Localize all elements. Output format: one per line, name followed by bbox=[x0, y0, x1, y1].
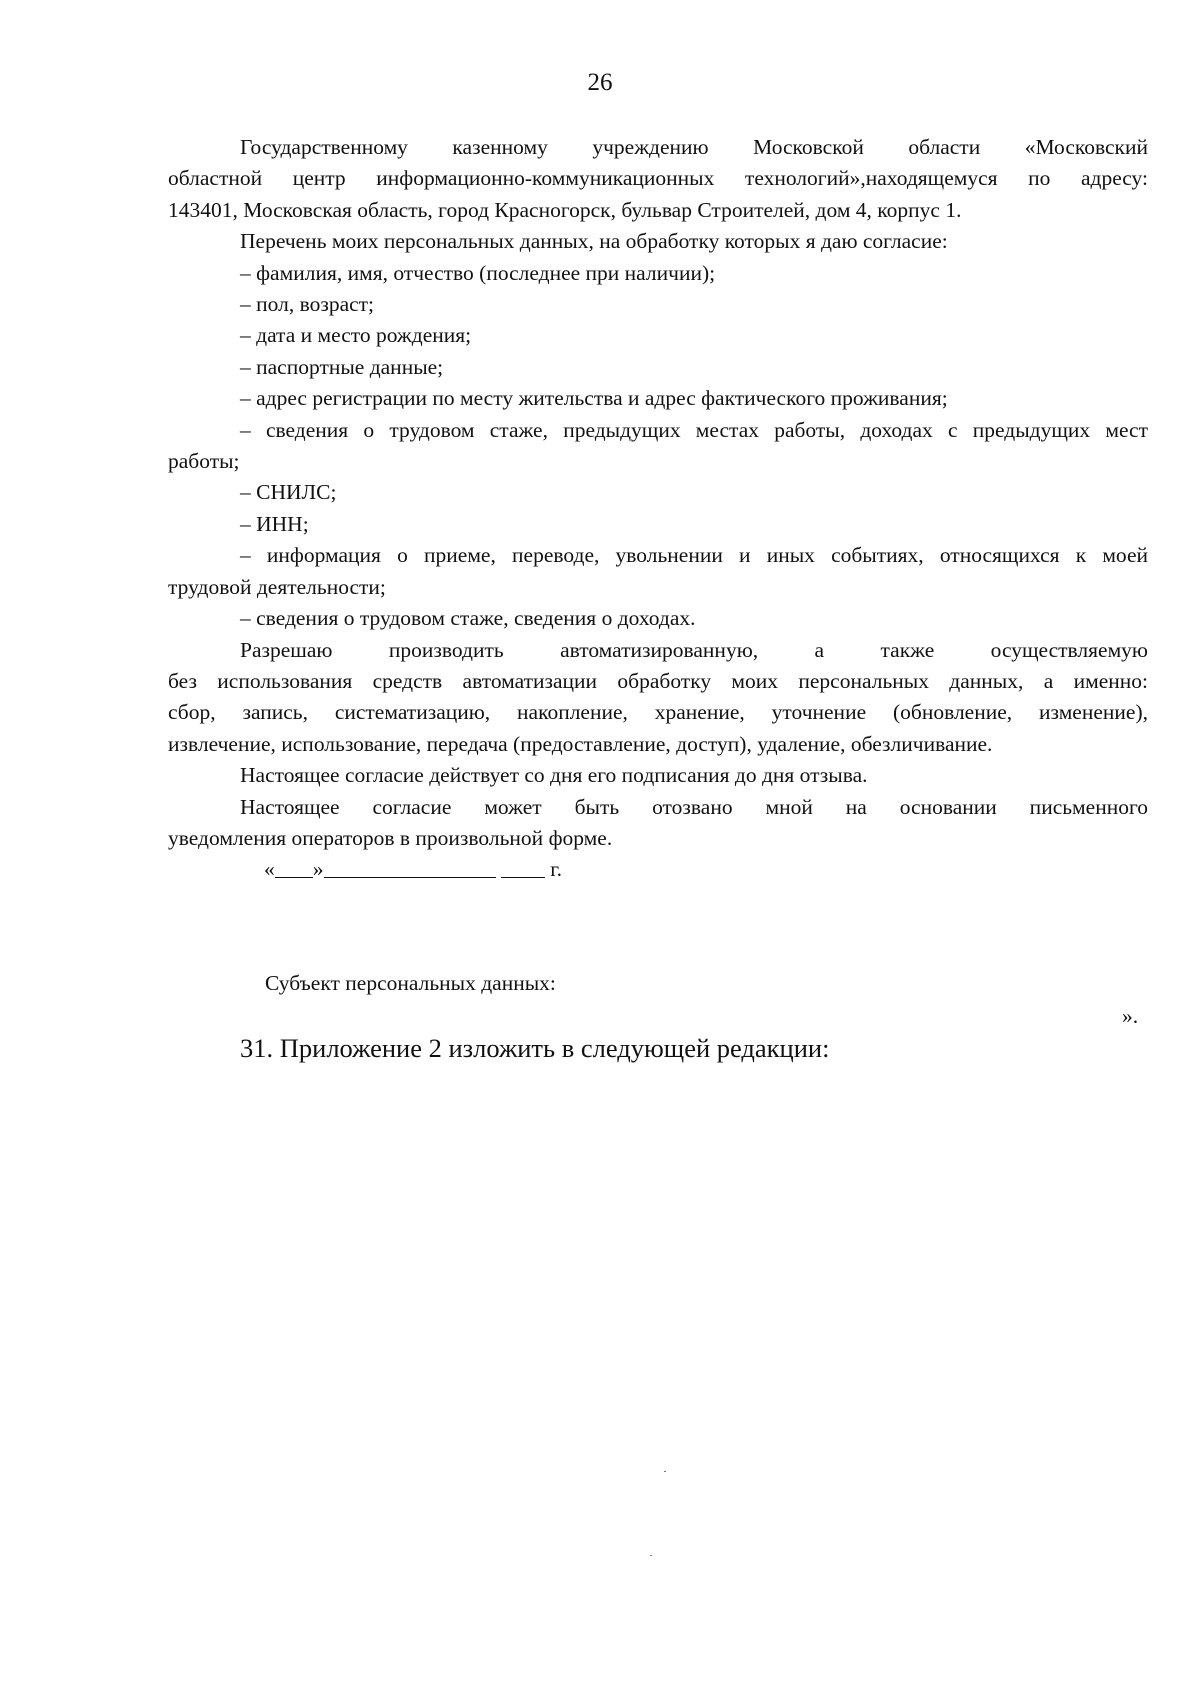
signature-label: Субъект персональных данных: bbox=[265, 971, 556, 995]
date-line bbox=[168, 854, 1148, 885]
list-item: – адрес регистрации по месту жительства и адрес фактического проживания; bbox=[240, 386, 948, 411]
date-open-quote: « bbox=[264, 857, 275, 882]
list-item-work-line-2: работы; bbox=[168, 449, 240, 474]
list-item: – паспортные данные; bbox=[240, 354, 444, 379]
page-number: 26 bbox=[587, 69, 613, 96]
permission-line-3: сбор, запись, систематизацию, накопление, хранение, уточнение (обновление, изменение), bbox=[168, 700, 1148, 725]
intro-line-3: 143401, Московская область, город Красногорск, бульвар Строителей, дом 4, корпус 1. bbox=[168, 197, 962, 222]
scan-speck bbox=[650, 1555, 652, 1556]
scan-speck bbox=[664, 1471, 666, 1472]
permission-line-2: без использования средств автоматизации обработку моих персональных данных, а именно: bbox=[168, 668, 1148, 693]
permission-line-4: извлечение, использование, передача (предоставление, доступ), удаление, обезличивание. bbox=[168, 731, 993, 756]
list-item: – пол, возраст; bbox=[240, 292, 375, 317]
list-item: – дата и место рождения; bbox=[240, 323, 472, 348]
document-body bbox=[168, 132, 1148, 886]
list-item-work-line-1: – сведения о трудовом стаже, предыдущих местах работы, доходах с предыдущих мест bbox=[240, 417, 1148, 442]
validity-statement: Настоящее согласие действует со дня его подписания до дня отзыва. bbox=[240, 763, 868, 788]
date-close-quote: » bbox=[312, 857, 324, 882]
permission-line-1: Разрешаю производить автоматизированную, а также осуществляемую bbox=[240, 637, 1148, 662]
revocation-line-1: Настоящее согласие может быть отозвано мной на основании письменного bbox=[240, 794, 1148, 819]
list-item-events-line-1: – информация о приеме, переводе, увольнении и иных событиях, относящихся к моей bbox=[240, 543, 1148, 568]
list-intro: Перечень моих персональных данных, на обработку которых я даю согласие: bbox=[240, 229, 948, 254]
month-blank[interactable] bbox=[324, 857, 496, 878]
section-heading: 31. Приложение 2 изложить в следующей редакции: bbox=[240, 1033, 830, 1063]
year-suffix: г. bbox=[550, 857, 563, 882]
closing-quote: ». bbox=[1122, 1004, 1139, 1028]
year-blank[interactable] bbox=[501, 857, 545, 878]
list-item-inn: – ИНН; bbox=[240, 511, 309, 536]
revocation-line-2: уведомления операторов в произвольной форме. bbox=[168, 825, 613, 850]
list-item-events-line-2: трудовой деятельности; bbox=[168, 574, 386, 599]
list-item-income: – сведения о трудовом стаже, сведения о доходах. bbox=[240, 606, 696, 631]
day-blank[interactable] bbox=[275, 857, 313, 878]
intro-line-2: областной центр информационно-коммуникационных технологий»,находящемуся по адресу: bbox=[168, 166, 1148, 191]
list-item-snils: – СНИЛС; bbox=[240, 480, 337, 505]
list-item: – фамилия, имя, отчество (последнее при наличии); bbox=[240, 260, 716, 285]
intro-line-1: Государственному казенному учреждению Московской области «Московский bbox=[240, 135, 1148, 159]
